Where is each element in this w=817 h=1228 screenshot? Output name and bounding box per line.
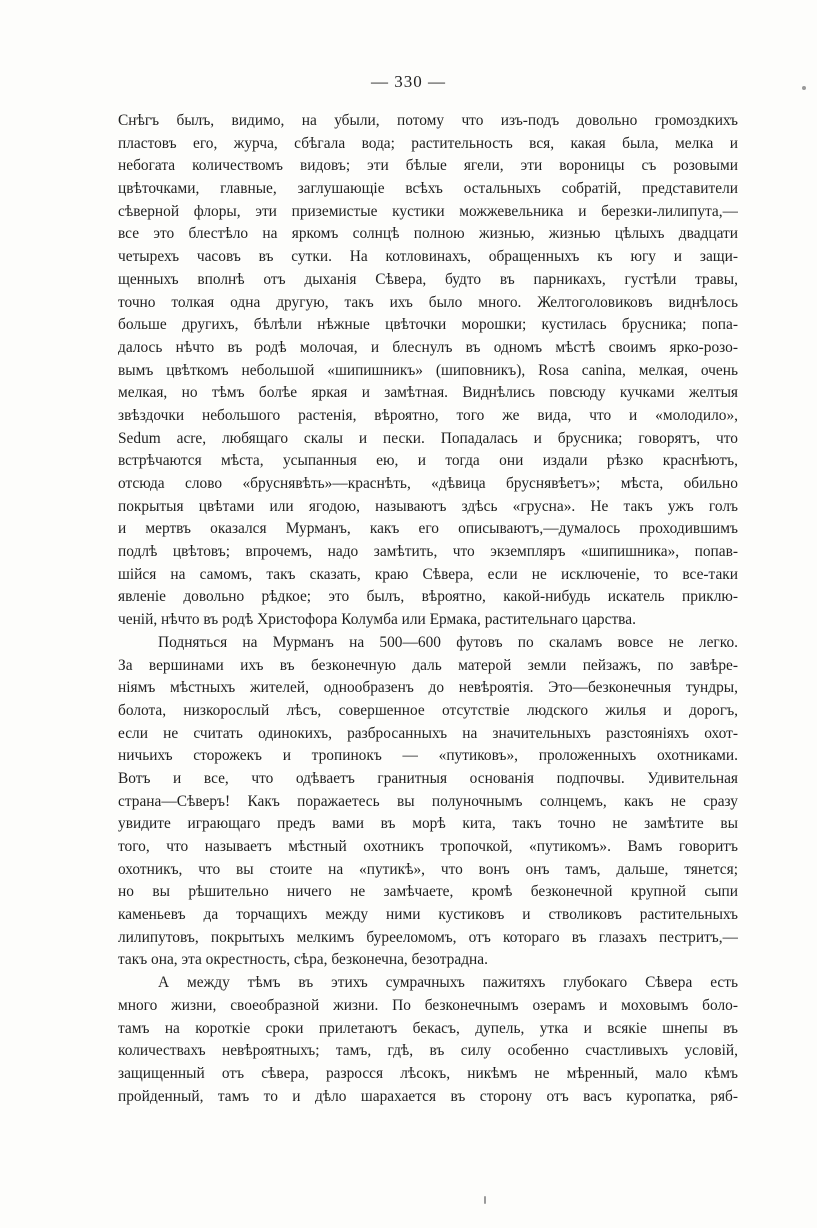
text-line: больше другихъ, бѣлѣли нѣжные цвѣточки морошки; кустилась брусника; попа- — [118, 316, 738, 334]
text-line: четырехъ часовъ въ сутки. На котловинахъ, обращенныхъ къ югу и защи- — [118, 248, 738, 266]
text-line: лилипутовъ, покрытыхъ мелкимъ бурееломомъ, отъ котораго въ глазахъ пестритъ,— — [118, 928, 738, 946]
text-line: Снѣгъ былъ, видимо, на убыли, потому что изъ-подъ довольно громоздкихъ — [118, 112, 738, 129]
text-line: охотникъ, что вы стоите на «путикѣ», что вонъ онъ тамъ, дальше, тянется; — [118, 860, 738, 878]
text-line: и мертвъ оказался Мурманъ, какъ его описываютъ,—думалось проходившимъ — [118, 520, 738, 538]
text-line: Вотъ и все, что одѣваетъ гранитныя основанія подпочвы. Удивительная — [118, 769, 738, 787]
text-line: страна—Сѣверъ! Какъ поражаетесь вы полуночнымъ солнцемъ, какъ не сразу — [118, 792, 738, 810]
text-line: встрѣчаются мѣста, усыпанныя ею, и тогда они издали рѣзко краснѣютъ, — [118, 452, 738, 470]
paragraph-first-line: Подняться на Мурманъ на 500—600 футовъ по скаламъ вовсе не легко. — [158, 633, 738, 651]
text-line: небогата количествомъ видовъ; эти бѣлые ягели, эти вороницы съ розовыми — [118, 157, 738, 175]
text-line: пройденный, тамъ то и дѣло шарахается въ сторону отъ васъ куропатка, ряб- — [118, 1087, 738, 1105]
text-line: пластовъ его, журча, сбѣгала вода; растительность вся, какая была, мелка и — [118, 134, 738, 152]
text-line: защищенный отъ сѣвера, разросся лѣсокъ, никѣмъ не мѣренный, мало кѣмъ — [118, 1064, 738, 1082]
text-line: количествахъ невѣроятныхъ; тамъ, гдѣ, въ силу особенно счастливыхъ условій, — [118, 1042, 738, 1060]
paper-speck — [484, 1196, 486, 1204]
text-line: болота, низкорослый лѣсъ, совершенное отсутствіе людского жилья и дорогъ, — [118, 701, 738, 719]
text-line: отсюда слово «бруснявѣть»—краснѣть, «дѣвица бруснявѣетъ»; мѣста, обильно — [118, 475, 738, 492]
text-line: Sedum acre, любящаго скалы и пески. Попадалась и брусника; говорятъ, что — [118, 429, 738, 447]
body-text — [118, 110, 738, 1108]
text-line: много жизни, своеобразной жизни. По безконечнымъ озерамъ и моховымъ боло- — [118, 996, 738, 1014]
text-line: но вы рѣшительно ничего не замѣчаете, кромѣ безконечной крупной сыпи — [118, 883, 738, 901]
text-line: увидите играющаго предъ вами въ морѣ кита, такъ точно не замѣтите вы — [118, 815, 738, 833]
text-line: если не считать одинокихъ, разбросанныхъ на значительныхъ разстояніяхъ охот- — [118, 724, 738, 742]
text-line: далось нѣчто въ родѣ молочая, и блеснулъ въ одномъ мѣстѣ своимъ ярко-розо- — [118, 338, 738, 356]
text-line: звѣздочки небольшого растенія, вѣроятно, того же вида, что и «молодило», — [118, 406, 738, 424]
text-line: шійся на самомъ, такъ сказать, краю Сѣвера, если не исключеніе, то все-таки — [118, 565, 738, 583]
text-line: ничьихъ сторожекъ и тропинокъ — «путиковъ», проложенныхъ охотниками. — [118, 747, 738, 765]
text-line: цвѣточками, главные, заглушающіе всѣхъ остальныхъ собратій, представители — [118, 180, 738, 198]
text-line: За вершинами ихъ въ безконечную даль матерой земли пейзажъ, по завѣре- — [118, 656, 738, 674]
text-line: того, что называетъ мѣстный охотникъ тропочкой, «путикомъ». Вамъ говоритъ — [118, 838, 738, 855]
text-line: вымъ цвѣткомъ небольшой «шипишникъ» (шиповникъ), Rosa canina, мелкая, очень — [118, 361, 738, 379]
text-line: щенныхъ вполнѣ отъ дыханія Сѣвера, будто въ парникахъ, густѣли травы, — [118, 270, 738, 288]
text-line: ніямъ мѣстныхъ жителей, однообразенъ до невѣроятія. Это—безконечныя тундры, — [118, 679, 738, 697]
text-line: покрытыя цвѣтами или ягодою, называютъ здѣсь «груснa». Не такъ ужъ голъ — [118, 497, 738, 515]
paragraph-first-line: А между тѣмъ въ этихъ сумрачныхъ пажитяхъ глубокаго Сѣвера есть — [158, 974, 738, 992]
text-line: все это блестѣло на яркомъ солнцѣ полною жизнью, жизнью цѣлыхъ двадцати — [118, 225, 738, 243]
paper-speck — [802, 86, 806, 90]
text-line: каменьевъ да торчащихъ между ними кустиковъ и стволиковъ растительныхъ — [118, 906, 738, 924]
text-line: сѣверной флоры, эти приземистые кустики можжевельника и березки-лилипута,— — [118, 202, 738, 220]
text-line: явленіе довольно рѣдкое; это былъ, вѣроятно, какой-нибудь искатель приклю- — [118, 588, 738, 606]
text-line: ченій, нѣчто въ родѣ Христофора Колумба или Ермака, растительнаго царства. — [118, 611, 636, 629]
text-line: подлѣ цвѣтовъ; впрочемъ, надо замѣтить, что экземпляръ «шипишника», попав- — [118, 543, 738, 561]
text-line: такъ она, эта окрестность, сѣра, безконечна, безотрадна. — [118, 951, 488, 969]
text-line: тамъ на короткіе сроки прилетаютъ бекасъ, дупель, утка и всякіе шнепы въ — [118, 1019, 738, 1037]
page-number: — 330 — — [371, 72, 446, 91]
text-line: мелкая, но тѣмъ болѣе яркая и замѣтная. Виднѣлись повсюду кучками желтыя — [118, 384, 738, 402]
text-line: точно толкая одна другую, такъ ихъ было много. Желтоголовиковъ виднѣлось — [118, 293, 738, 311]
